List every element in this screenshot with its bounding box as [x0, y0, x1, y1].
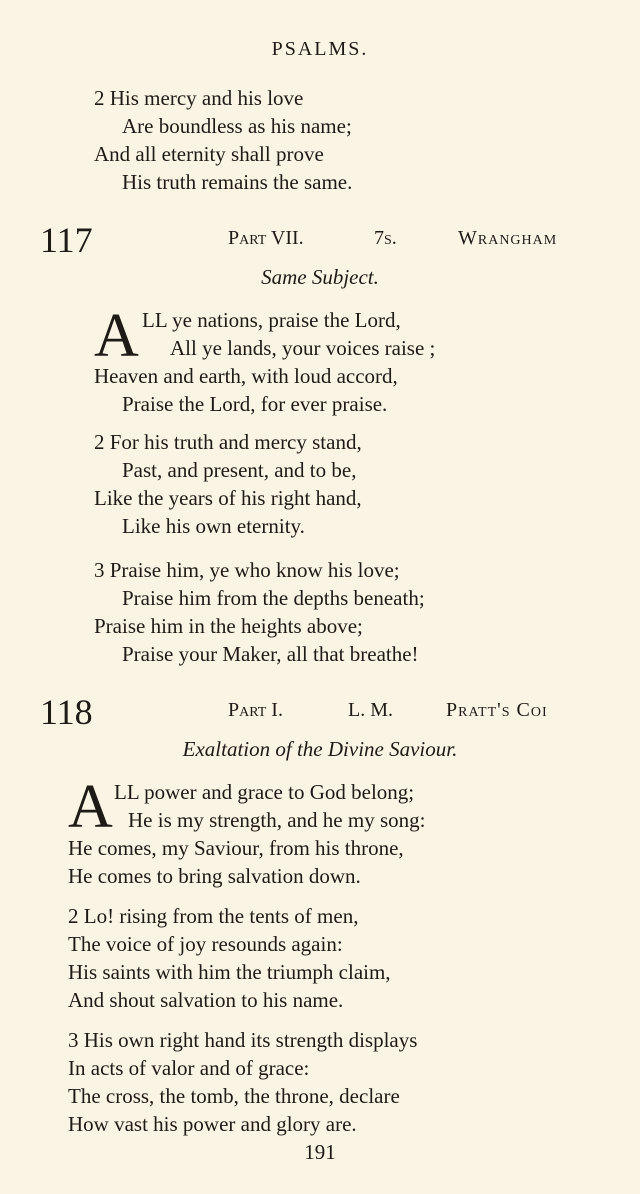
- verse-line: 2 Lo! rising from the tents of men,: [68, 904, 359, 928]
- verse-line: Praise your Maker, all that breathe!: [122, 642, 419, 666]
- verse-line: All ye lands, your voices raise ;: [170, 336, 436, 360]
- verse-line: 3 Praise him, ye who know his love;: [94, 558, 400, 582]
- verse-line: 2 His mercy and his love: [94, 86, 304, 110]
- verse-line: Heaven and earth, with loud accord,: [94, 364, 398, 388]
- hymn-number: 118: [40, 692, 93, 732]
- running-head: PSALMS.: [271, 38, 369, 60]
- verse-line: 2 For his truth and mercy stand,: [94, 430, 362, 454]
- verse-line: The voice of joy resounds again:: [68, 932, 343, 956]
- verse-line: Are boundless as his name;: [122, 114, 352, 138]
- verse-line: Praise him from the depths beneath;: [122, 586, 425, 610]
- page-number: 191: [304, 1140, 336, 1164]
- drop-cap: A: [94, 302, 139, 370]
- verse-line: Past, and present, and to be,: [122, 458, 357, 482]
- hymn-author: Wrangham: [458, 227, 558, 249]
- hymn-meter: 7s.: [374, 227, 397, 249]
- verse-line: In acts of valor and of grace:: [68, 1056, 310, 1080]
- verse-line: LL ye nations, praise the Lord,: [142, 308, 401, 332]
- verse-line: Like his own eternity.: [122, 514, 305, 538]
- verse-line: 3 His own right hand its strength displays: [68, 1028, 418, 1052]
- hymn-part: Part VII.: [228, 227, 304, 249]
- verse-line: Like the years of his right hand,: [94, 486, 362, 510]
- hymn-number: 117: [40, 220, 93, 260]
- verse-line: How vast his power and glory are.: [68, 1112, 357, 1136]
- verse-line: Praise the Lord, for ever praise.: [122, 392, 388, 416]
- verse-line: His saints with him the triumph claim,: [68, 960, 391, 984]
- verse-line: He comes, my Saviour, from his throne,: [68, 836, 404, 860]
- verse-line: He comes to bring salvation down.: [68, 864, 361, 888]
- verse-line: And all eternity shall prove: [94, 142, 324, 166]
- drop-cap: A: [68, 773, 113, 841]
- hymn-author: Pratt's Coi: [446, 699, 548, 721]
- verse-line: His truth remains the same.: [122, 170, 353, 194]
- verse-line: LL power and grace to God belong;: [114, 780, 415, 804]
- verse-line: And shout salvation to his name.: [68, 988, 344, 1012]
- verse-line: The cross, the tomb, the throne, declare: [68, 1084, 400, 1108]
- verse-line: He is my strength, and he my song:: [128, 808, 426, 832]
- verse-line: Praise him in the heights above;: [94, 614, 363, 638]
- hymn-subtitle: Same Subject.: [261, 265, 379, 289]
- hymn-part: Part I.: [228, 699, 283, 721]
- hymn-subtitle: Exaltation of the Divine Saviour.: [182, 737, 458, 761]
- hymn-meter: L. M.: [348, 699, 393, 721]
